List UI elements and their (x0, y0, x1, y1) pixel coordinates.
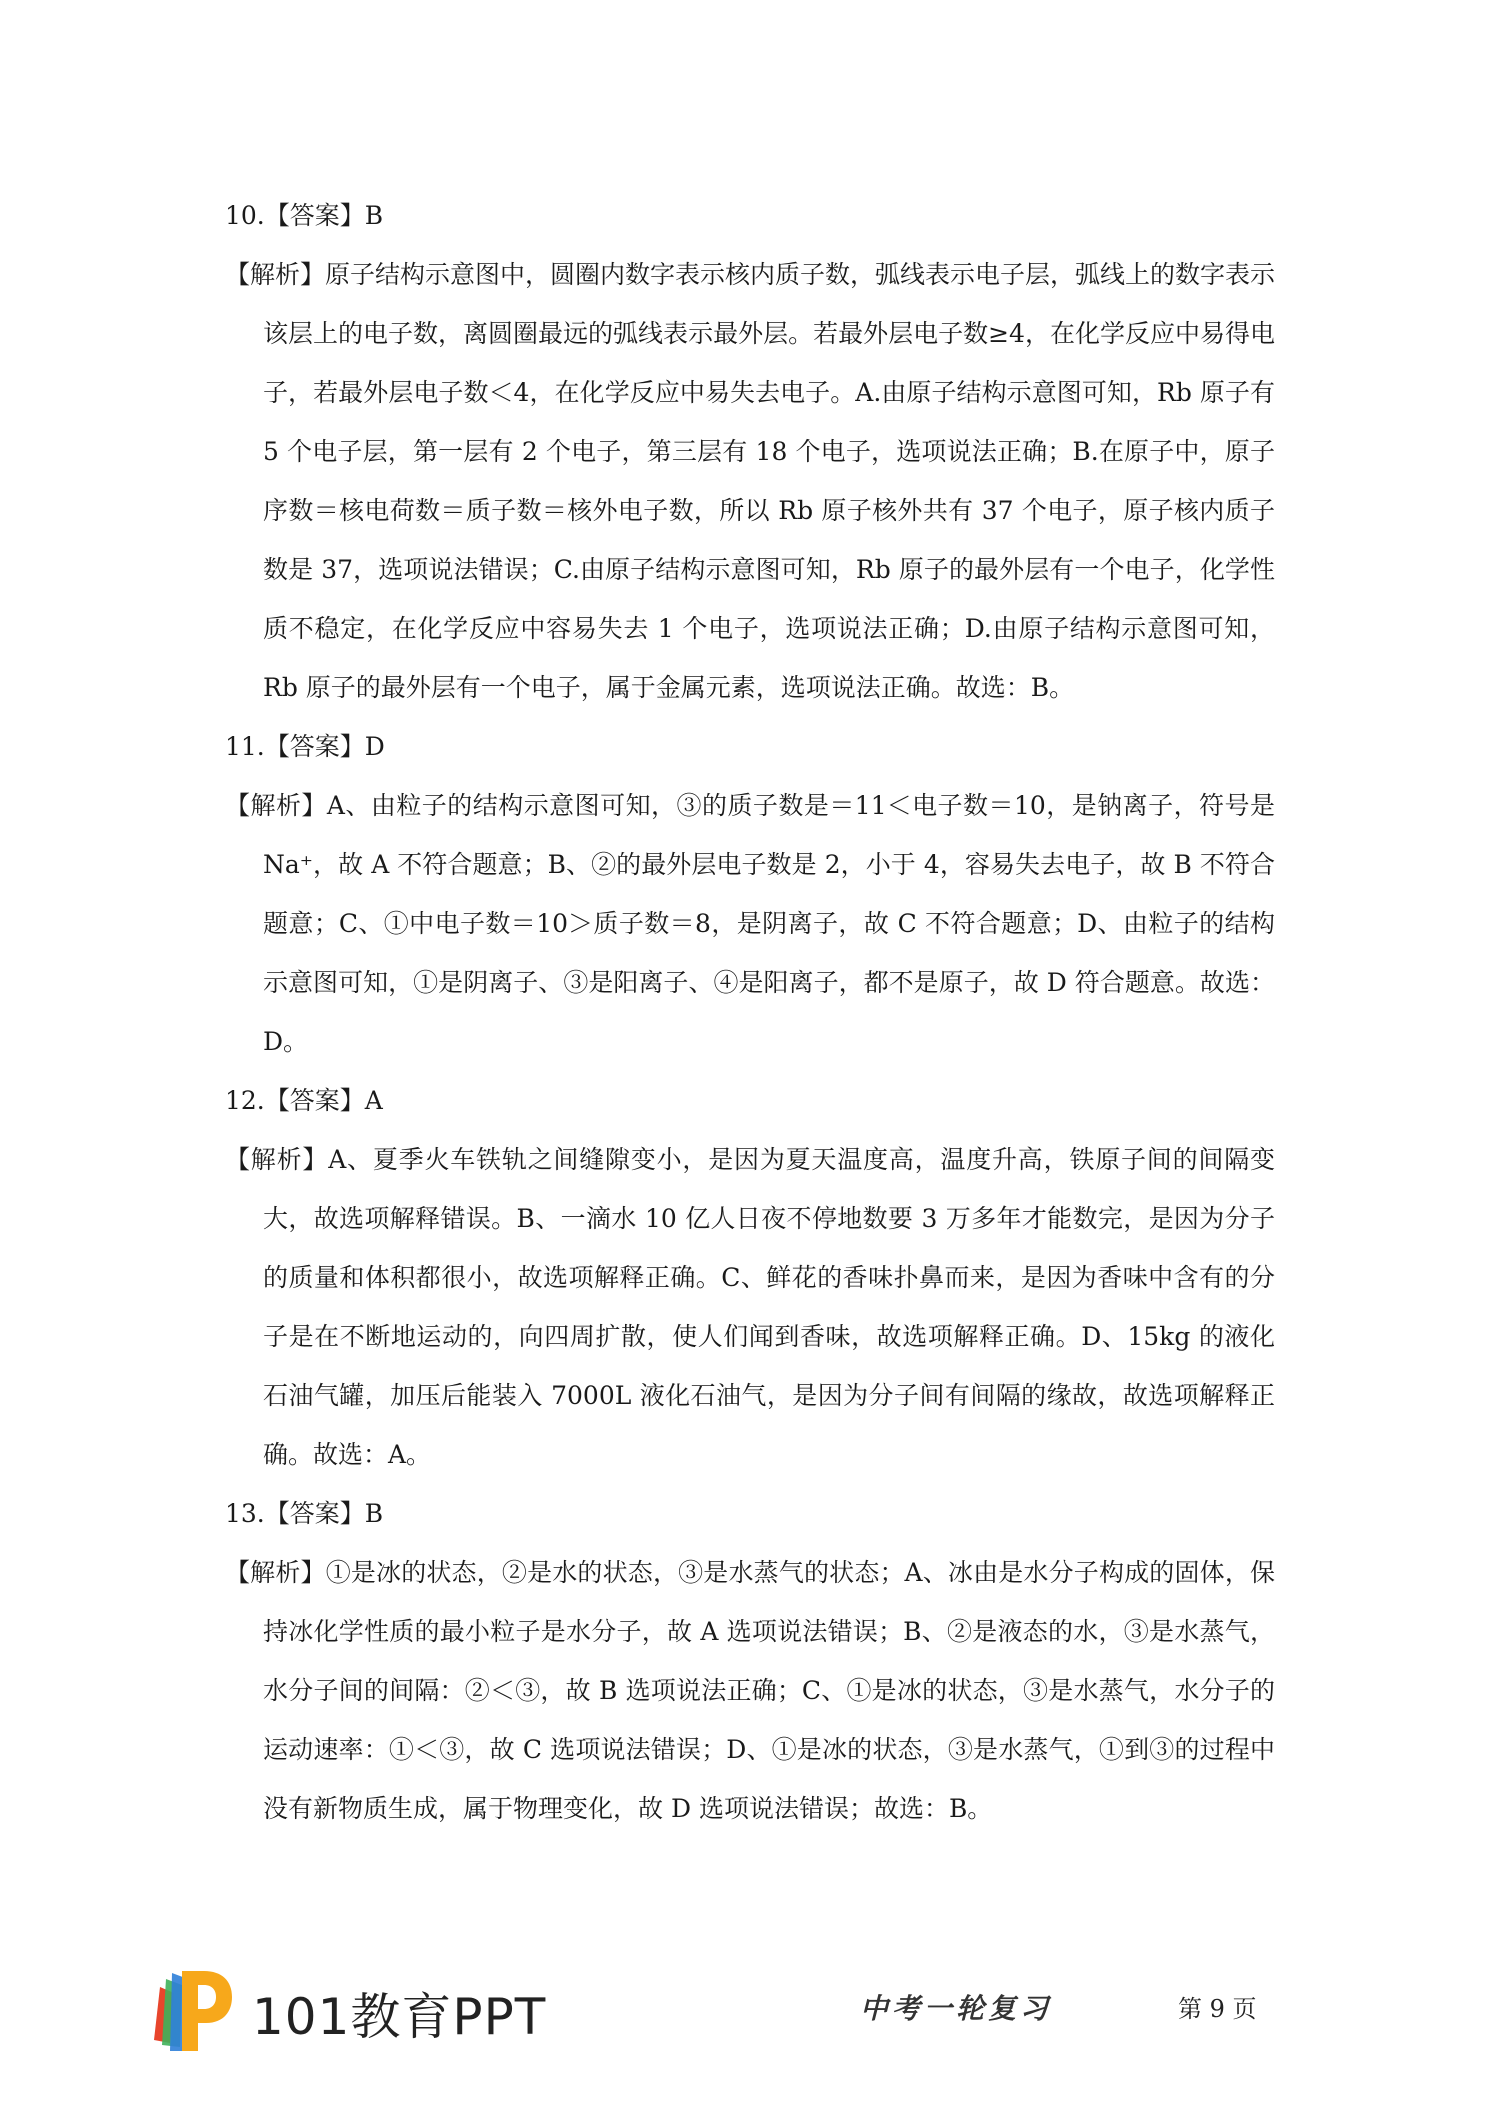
brand-logo (140, 1965, 547, 2065)
answer-item-11 (225, 717, 1275, 1071)
answer-line: 10.【答案】B (225, 201, 384, 230)
answer-line: 12.【答案】A (225, 1086, 383, 1115)
page-footer (0, 1965, 1488, 2065)
logo-text: 101教育PPT (252, 1988, 547, 2046)
answer-item-13 (225, 1484, 1275, 1838)
footer-review-title: 中考一轮复习 (860, 1992, 1053, 2025)
answer-list (225, 186, 1275, 1838)
analysis-paragraph: 【解析】A、夏季火车铁轨之间缝隙变小，是因为夏天温度高，温度升高，铁原子间的间隔变大，故选项解释错误。B、一滴水 10 亿人日夜不停地数要 3 万多年才能数完，是因为分子的质量和体积都很小，故选项解释正确。C、鲜花的香味扑鼻而来，是因为香味中含有的分子是在不断地运动的，向四周扩散，使人们闻到香味，故选项解释正确。D、15kg 的液化石油气罐，加压后能装入 7000L 液化石油气，是因为分子间有间隔的缘故，故选项解释正确。故选：A。 (225, 1145, 1275, 1469)
answer-item-10 (225, 186, 1275, 717)
answer-item-12 (225, 1071, 1275, 1484)
answer-line: 11.【答案】D (225, 732, 385, 761)
analysis-paragraph: 【解析】原子结构示意图中，圆圈内数字表示核内质子数，弧线表示电子层，弧线上的数字表示该层上的电子数，离圆圈最远的弧线表示最外层。若最外层电子数≥4，在化学反应中易得电子，若最外层电子数＜4，在化学反应中易失去电子。A.由原子结构示意图可知，Rb 原子有 5 个电子层，第一层有 2 个电子，第三层有 18 个电子，选项说法正确；B.在原子中，原子序数＝核电荷数＝质子数＝核外电子数，所以 Rb 原子核外共有 37 个电子，原子核内质子数是 37，选项说法错误；C.由原子结构示意图可知，Rb 原子的最外层有一个电子，化学性质不稳定，在化学反应中容易失去 1 个电子，选项说法正确；D.由原子结构示意图可知，Rb 原子的最外层有一个电子，属于金属元素，选项说法正确。故选：B。 (225, 260, 1276, 702)
analysis-paragraph: 【解析】①是冰的状态，②是水的状态，③是水蒸气的状态；A、冰由是水分子构成的固体，保持冰化学性质的最小粒子是水分子，故 A 选项说法错误；B、②是液态的水，③是水蒸气，水分子间的间隔：②＜③，故 B 选项说法正确；C、①是冰的状态，③是水蒸气，水分子的运动速率：①＜③，故 C 选项说法错误；D、①是冰的状态，③是水蒸气，①到③的过程中没有新物质生成，属于物理变化，故 D 选项说法错误；故选：B。 (225, 1558, 1275, 1823)
answer-line: 13.【答案】B (225, 1499, 384, 1528)
logo-p-icon (140, 1965, 240, 2065)
page-number: 第 9 页 (1178, 1995, 1257, 2023)
analysis-paragraph: 【解析】A、由粒子的结构示意图可知，③的质子数是＝11＜电子数＝10，是钠离子，符号是 Na⁺，故 A 不符合题意；B、②的最外层电子数是 2，小于 4，容易失去电子，故 B 不符合题意；C、①中电子数＝10＞质子数＝8，是阴离子，故 C 不符合题意；D、由粒子的结构示意图可知，①是阴离子、③是阳离子、④是阳离子，都不是原子，故 D 符合题意。故选：D。 (225, 791, 1275, 1056)
